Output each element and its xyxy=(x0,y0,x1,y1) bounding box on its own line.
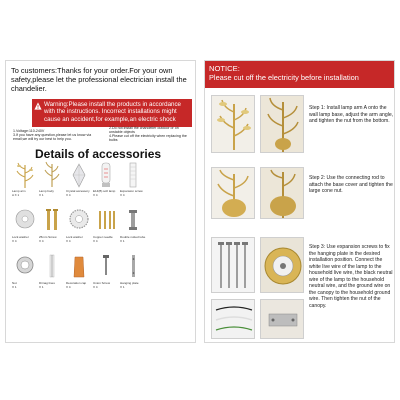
lamp-arm-icon xyxy=(14,161,36,189)
lock-washer-icon xyxy=(14,207,36,235)
accessory-item xyxy=(120,207,146,251)
accessory-name: Hanging plate xyxy=(120,281,139,285)
wires-photo-icon xyxy=(212,300,255,339)
installation-page xyxy=(204,60,395,343)
accessory-item xyxy=(120,161,146,205)
step1-photo-b xyxy=(260,95,304,153)
accessory-name: Lock washer xyxy=(12,235,29,239)
nut-icon xyxy=(14,253,36,281)
lines-icon xyxy=(41,253,63,281)
union-screw-icon xyxy=(95,253,117,281)
note-outdoor: 2.Do not install the chandelier outdoor or on unstable objects xyxy=(109,126,179,135)
plate-photo-icon xyxy=(261,300,304,339)
accessory-item xyxy=(12,161,38,205)
lamp-arm-photo-icon xyxy=(212,96,255,153)
accessory-item xyxy=(39,207,65,251)
warning-text: Warning:Please install the products in accordance with the instructions. Incorrect installations might cause an accident,for example,an electric shock xyxy=(44,101,182,123)
accessory-name: Lock washer xyxy=(66,235,83,239)
expansion-screw-icon xyxy=(122,161,144,189)
accessory-qty: X 1 xyxy=(120,238,125,243)
accessory-item xyxy=(66,253,92,297)
accessory-name: 25mm Screw xyxy=(39,235,57,239)
accessory-qty: X 4 xyxy=(66,238,71,243)
accessory-item xyxy=(39,253,65,297)
accessory-qty: X 4 xyxy=(120,192,125,197)
accessory-qty: X 4 xyxy=(66,192,71,197)
accessory-name: Union Screw xyxy=(93,281,111,285)
step-1-text: Step 1: Install lamp arm A onto the wall lamp base, adjust the arm angle, and tighten the nut from the bottom. xyxy=(309,105,394,124)
canopy-photo-icon xyxy=(261,238,304,293)
accessory-name: Crystal accessory xyxy=(66,189,90,193)
accessory-name: Double nutted tube xyxy=(120,235,146,239)
accessory-qty: X 4 xyxy=(93,192,98,197)
nutted-tube-icon xyxy=(122,207,144,235)
accessory-item xyxy=(39,161,65,205)
accessory-item xyxy=(12,253,38,297)
warning-box xyxy=(32,99,192,127)
accessory-name: Lamp arm xyxy=(12,189,26,193)
lock-washer-icon xyxy=(68,207,90,235)
note-bulbs: 4.Please cut off the electricity when replacing the bulbs xyxy=(109,134,187,143)
step-3-text: Step 3: Use expansion screws to fix the hanging plate in the desired installation position. Connect the white live wire of the lamp to the household live wire, the black neutral wire of the lamp to the household neutral wire, and the ground wire on the canopy to the household ground wire. Then tighten the nut of the canopy. xyxy=(309,244,393,309)
accessory-name: Decoration cap xyxy=(66,281,87,285)
step3-photo-plate xyxy=(260,237,304,293)
screws-photo-icon xyxy=(212,238,255,293)
accessory-item xyxy=(93,207,119,251)
accessory-name: E14(B) soft lamp xyxy=(93,189,116,193)
note-voltage: 1.Voltage:110-240V xyxy=(13,129,45,133)
decoration-cap-icon xyxy=(68,253,90,281)
accessory-item xyxy=(66,161,92,205)
hanging-plate-icon xyxy=(122,253,144,281)
note-question: 3.If you have any question,please let us know via email,we will try our best to help you. xyxy=(13,133,92,142)
accessory-name: Expansion screw xyxy=(120,189,143,193)
assembled-lamp-photo-icon xyxy=(212,168,255,219)
accessories-title: Details of accessories xyxy=(35,147,162,161)
accessory-name: Copper needle xyxy=(93,235,113,239)
accessory-item xyxy=(120,253,146,297)
customer-greeting: To customers:Thanks for your order.For your own safety,please let the professional electrician install the chandelier. xyxy=(11,66,187,93)
accessory-qty: X 1 xyxy=(39,284,44,289)
accessory-qty: X 1 xyxy=(39,192,44,197)
wall-lamp-photo-icon xyxy=(261,96,304,153)
notice-text: Please cut off the electricity before installation xyxy=(209,73,359,82)
screw-icon xyxy=(41,207,63,235)
step3-photo-plate-mounted xyxy=(260,299,304,339)
step1-photo-a xyxy=(211,95,255,153)
step2-photo-a xyxy=(211,167,255,219)
step3-photo-screws xyxy=(211,237,255,293)
step-2-text: Step 2: Use the connecting rod to attach the base cover and tighten the large cone nut. xyxy=(309,175,393,194)
notice-title: NOTICE: xyxy=(209,64,240,73)
accessory-qty: X 4 xyxy=(93,238,98,243)
step2-photo-b xyxy=(260,167,304,219)
soft-lamp-icon xyxy=(95,161,117,189)
crystal-icon xyxy=(68,161,90,189)
accessory-item xyxy=(93,161,119,205)
notice-banner xyxy=(205,61,395,88)
accessory-qty: X 4 xyxy=(66,284,71,289)
accessory-qty: X 1 xyxy=(12,284,17,289)
accessory-qty: X 4 xyxy=(39,238,44,243)
accessory-item xyxy=(12,207,38,251)
lamp-base-photo-icon xyxy=(261,168,304,219)
accessory-qty: A X 1 xyxy=(12,192,20,197)
accessory-name: Nut xyxy=(12,281,17,285)
warning-icon xyxy=(34,102,42,110)
copper-needle-icon xyxy=(95,207,117,235)
accessory-qty: X 4 xyxy=(12,238,17,243)
accessory-item xyxy=(93,253,119,297)
accessory-item xyxy=(66,207,92,251)
accessory-qty: X 1 xyxy=(120,284,125,289)
accessory-qty: X 4 xyxy=(93,284,98,289)
lamp-body-icon xyxy=(41,161,63,189)
accessory-name: Drinag lines xyxy=(39,281,55,285)
accessory-name: Lamp body xyxy=(39,189,54,193)
accessories-page xyxy=(5,60,196,343)
step3-photo-wires xyxy=(211,299,255,339)
